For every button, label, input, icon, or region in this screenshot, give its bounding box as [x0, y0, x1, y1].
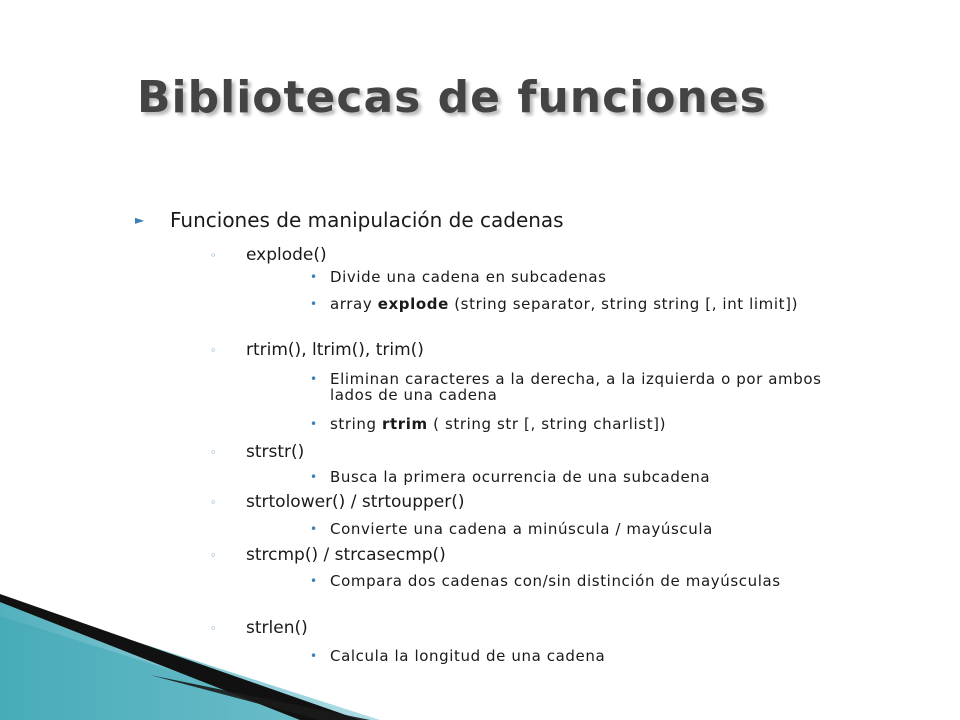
dot-bullet-icon: •: [310, 649, 318, 663]
detail-text: [330, 296, 830, 312]
dot-bullet-icon: •: [310, 522, 318, 536]
detail-text: Calcula la longitud de una cadena: [330, 647, 606, 665]
function-name: explode(): [246, 245, 327, 265]
dot-bullet-icon: •: [310, 574, 318, 588]
detail-text: Eliminan caracteres a la derecha, a la izquierda o por ambos lados de una cadena: [330, 370, 822, 404]
signature-prefix: array: [330, 295, 378, 313]
arrow-bullet-icon: ►: [135, 213, 145, 227]
detail-text: [330, 416, 830, 432]
dot-bullet-icon: •: [310, 417, 318, 431]
dot-bullet-icon: •: [310, 297, 318, 311]
signature-keyword: explode: [377, 295, 449, 313]
dot-bullet-icon: •: [310, 372, 318, 386]
function-name: strstr(): [246, 442, 305, 462]
function-name: strtolower() / strtoupper(): [246, 492, 465, 512]
signature-params: ( string str [, string charlist]): [427, 415, 667, 433]
corner-swoosh-decoration: [0, 580, 960, 720]
ring-bullet-icon: ◦: [210, 622, 217, 635]
function-name: rtrim(), ltrim(), trim(): [246, 340, 424, 360]
dot-bullet-icon: •: [310, 270, 318, 284]
signature-keyword: rtrim: [382, 415, 428, 433]
ring-bullet-icon: ◦: [210, 496, 217, 509]
function-name: strcmp() / strcasecmp(): [246, 545, 446, 565]
signature-params: (string separator, string string [, int limit]): [448, 295, 799, 313]
detail-text: Divide una cadena en subcadenas: [330, 268, 607, 286]
function-name: strlen(): [246, 618, 308, 638]
detail-text: Convierte una cadena a minúscula / mayúscula: [330, 520, 713, 538]
slide-title: Bibliotecas de funciones: [137, 72, 767, 123]
detail-text: Compara dos cadenas con/sin distinción de mayúsculas: [330, 572, 781, 590]
ring-bullet-icon: ◦: [210, 446, 217, 459]
ring-bullet-icon: ◦: [210, 549, 217, 562]
detail-text: Busca la primera ocurrencia de una subcadena: [330, 468, 711, 486]
section-heading: Funciones de manipulación de cadenas: [170, 208, 564, 232]
ring-bullet-icon: ◦: [210, 344, 217, 357]
signature-prefix: string: [330, 415, 383, 433]
dot-bullet-icon: •: [310, 470, 318, 484]
ring-bullet-icon: ◦: [210, 249, 217, 262]
